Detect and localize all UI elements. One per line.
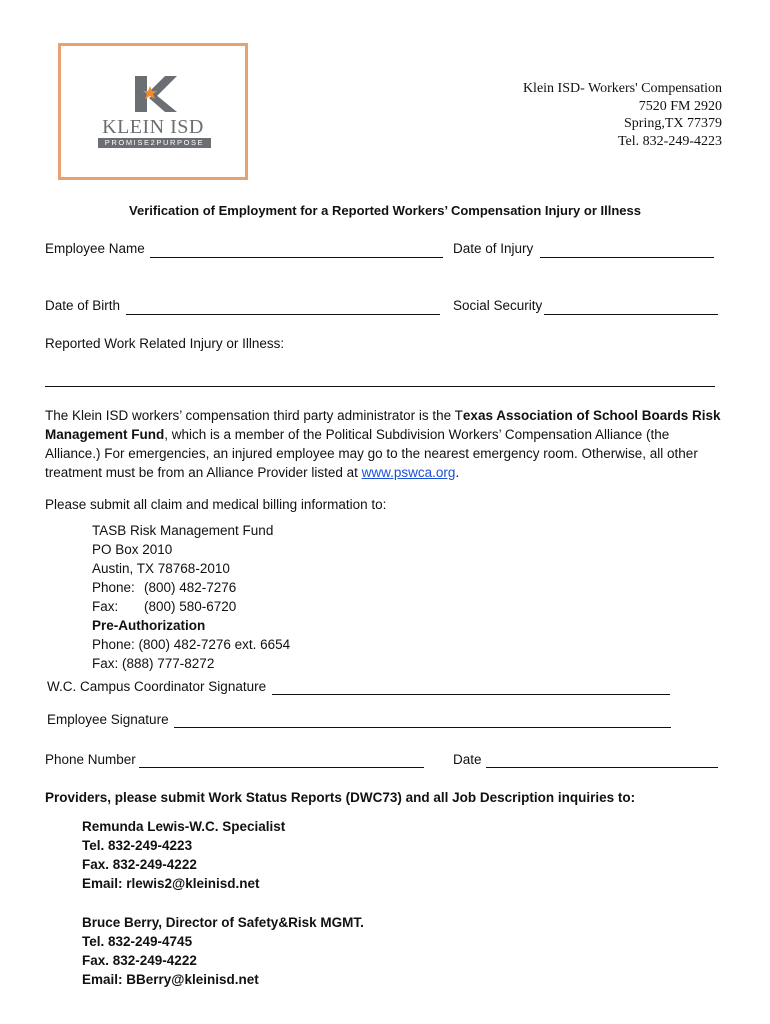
paragraph-bold-text: exas Association of School Boards Risk Management Fund: [45, 408, 721, 442]
employee-signature-label: Employee Signature: [47, 712, 169, 727]
reported-injury-label: Reported Work Related Injury or Illness:: [45, 336, 285, 351]
date-field[interactable]: [486, 767, 718, 768]
logo-frame: [58, 43, 248, 180]
paragraph-text: The Klein ISD workers’ compensation third party administrator is the T: [45, 408, 463, 423]
date-label: Date: [453, 752, 482, 767]
preauth-heading: Pre-Authorization: [92, 618, 206, 633]
tasb-phone-row: [92, 578, 290, 597]
klein-k-logo-icon: [133, 74, 177, 114]
contact-fax: Fax. 832-249-4222: [82, 953, 197, 968]
employee-signature-field[interactable]: [174, 727, 671, 728]
date-of-birth-label: Date of Birth: [45, 298, 121, 313]
tasb-line: TASB Risk Management Fund: [92, 523, 274, 538]
contact-name: Bruce Berry, Director of Safety&Risk MGMT.: [82, 915, 364, 930]
social-security-field[interactable]: [544, 314, 718, 315]
address-line: 7520 FM 2920: [638, 98, 722, 114]
tasb-fax-row: [92, 597, 290, 616]
contact-email: Email: rlewis2@kleinisd.net: [82, 876, 260, 891]
tasb-address-block: [92, 521, 290, 673]
submit-label: Please submit all claim and medical billing information to:: [45, 497, 387, 512]
paragraph-text: , which is a member of the Political Subdivision Workers’ Compensation Alliance (the Alliance.) For emergencies, an injured employee may go to the nearest emergency room. Otherwise, all other treatment must be from an Alliance Provider listed at: [45, 427, 698, 480]
providers-heading: Providers, please submit Work Status Reports (DWC73) and all Job Description inquiries to:: [45, 790, 636, 805]
logo-wordmark: KLEIN ISD: [102, 116, 204, 138]
address-line: Tel. 832-249-4223: [617, 133, 722, 149]
address-block: [523, 80, 722, 150]
address-line: Spring,TX 77379: [624, 116, 722, 131]
contact-fax: Fax. 832-249-4222: [82, 857, 197, 872]
employee-name-label: Employee Name: [45, 241, 145, 256]
date-of-injury-field[interactable]: [540, 257, 714, 258]
address-line: Klein ISD- Workers' Compensation: [522, 81, 722, 96]
date-of-birth-field[interactable]: [126, 314, 440, 315]
contact-tel: Tel. 832-249-4223: [82, 838, 193, 853]
tasb-line: PO Box 2010: [92, 542, 173, 557]
tasb-fax-label: Fax:: [92, 599, 119, 614]
logo-tagline: PROMISE2PURPOSE: [98, 138, 211, 148]
contact-block-lewis: [82, 817, 285, 893]
phone-number-field[interactable]: [139, 767, 424, 768]
coordinator-signature-field[interactable]: [272, 694, 670, 695]
coordinator-signature-label: W.C. Campus Coordinator Signature: [47, 679, 267, 694]
preauth-fax: Fax: (888) 777-8272: [92, 656, 215, 671]
social-security-label: Social Security: [453, 298, 543, 313]
contact-name: Remunda Lewis-W.C. Specialist: [82, 819, 286, 834]
tasb-line: Austin, TX 78768-2010: [92, 561, 230, 576]
contact-email: Email: BBerry@kleinisd.net: [82, 972, 259, 987]
tpa-paragraph: [45, 406, 725, 482]
preauth-phone: Phone: (800) 482-7276 ext. 6654: [92, 637, 291, 652]
tasb-fax: (800) 580-6720: [144, 599, 237, 614]
tasb-phone: (800) 482-7276: [144, 580, 237, 595]
date-of-injury-label: Date of Injury: [453, 241, 534, 256]
phone-number-label: Phone Number: [45, 752, 136, 767]
contact-block-berry: [82, 913, 364, 989]
form-title: Verification of Employment for a Reported Workers’ Compensation Injury or Illness: [129, 203, 641, 218]
pswca-link[interactable]: www.pswca.org: [361, 465, 456, 480]
tasb-phone-label: Phone:: [92, 580, 135, 595]
paragraph-text: .: [455, 465, 460, 480]
reported-injury-field[interactable]: [45, 386, 715, 387]
employee-name-field[interactable]: [150, 257, 443, 258]
contact-tel: Tel. 832-249-4745: [82, 934, 193, 949]
